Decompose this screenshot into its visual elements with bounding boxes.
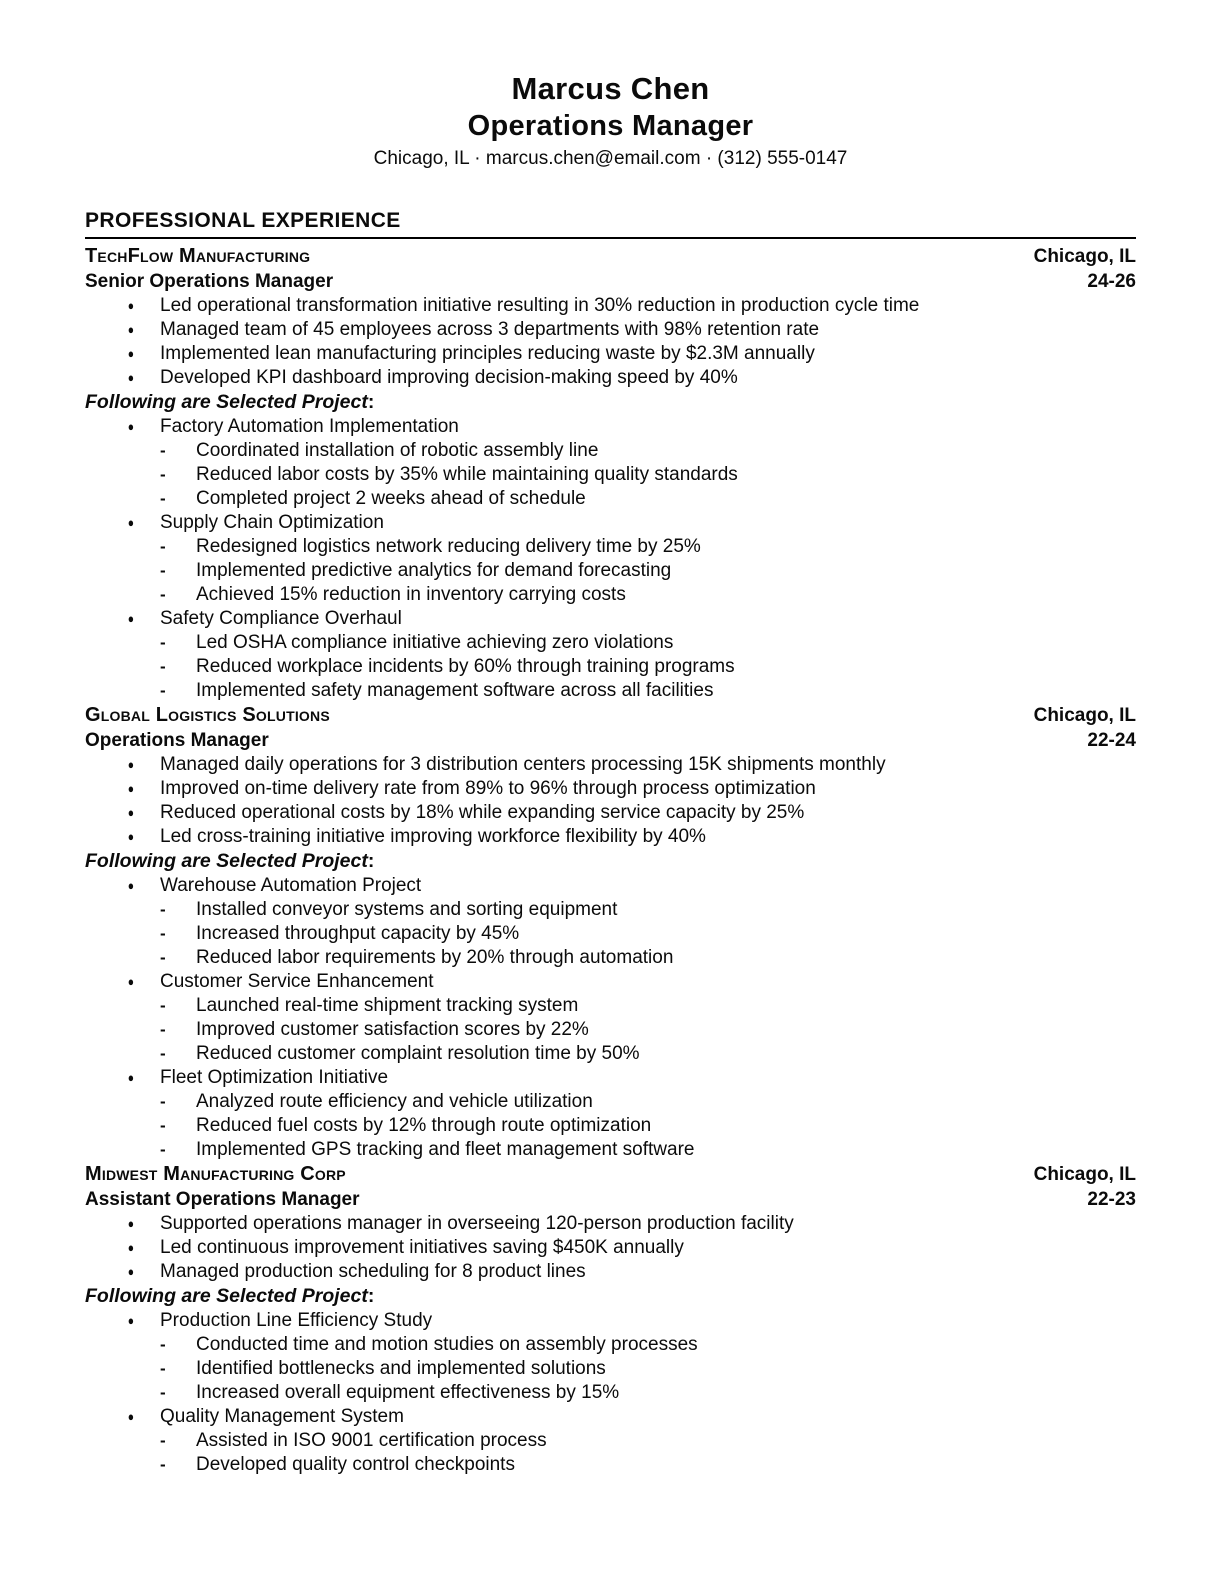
project-detail-item (85, 655, 1136, 679)
candidate-name: Marcus Chen (511, 71, 710, 106)
achievement-text: Managed daily operations for 3 distribution centers processing 15K shipments monthly (160, 754, 886, 775)
selected-projects-text: Following are Selected Project (85, 1285, 368, 1307)
project-detail-item (85, 946, 1136, 970)
dash-icon: - (160, 489, 166, 508)
bullet-icon: ● (127, 370, 135, 385)
project-detail-text: Assisted in ISO 9001 certification process (196, 1430, 547, 1451)
bullet-icon: ● (127, 298, 135, 313)
company-location: Chicago, IL (1033, 246, 1136, 267)
job-dates: 22-24 (1087, 730, 1136, 751)
dash-icon: - (160, 996, 166, 1015)
achievement-item (85, 1236, 1136, 1260)
project-detail-item (85, 463, 1136, 487)
bullet-icon: ● (127, 805, 135, 820)
bullet-icon: ● (127, 757, 135, 772)
project-detail-text: Reduced labor costs by 35% while maintaining quality standards (196, 464, 738, 485)
project-name-item (85, 607, 1136, 631)
bullet-icon: ● (127, 1070, 135, 1085)
job-title: Senior Operations Manager (85, 271, 334, 292)
dash-icon: - (160, 1359, 166, 1378)
project-name-item (85, 511, 1136, 535)
achievement-item (85, 1212, 1136, 1236)
project-detail-text: Installed conveyor systems and sorting equipment (196, 899, 618, 920)
project-detail-text: Implemented GPS tracking and fleet management software (196, 1139, 695, 1160)
bullet-icon: ● (127, 322, 135, 337)
project-detail-text: Reduced labor requirements by 20% through automation (196, 947, 674, 968)
bullet-icon: ● (127, 1264, 135, 1279)
achievement-item (85, 1260, 1136, 1284)
dash-icon: - (160, 585, 166, 604)
project-name: Quality Management System (160, 1406, 404, 1427)
company-location: Chicago, IL (1033, 1164, 1136, 1185)
job-title-row (85, 1187, 1136, 1212)
project-detail-item (85, 1114, 1136, 1138)
candidate-title: Operations Manager (467, 110, 754, 142)
project-name-item (85, 1066, 1136, 1090)
project-detail-item (85, 1381, 1136, 1405)
bullet-icon: ● (127, 974, 135, 989)
project-name-item (85, 415, 1136, 439)
project-name-item (85, 970, 1136, 994)
contact-line: Chicago, IL · marcus.chen@email.com · (312) 555-0147 (373, 148, 848, 169)
selected-projects-colon: : (367, 391, 375, 413)
dash-icon: - (160, 1116, 166, 1135)
job-company-row (85, 1162, 1136, 1187)
project-detail-item (85, 679, 1136, 703)
achievement-item (85, 825, 1136, 849)
achievement-text: Led cross-training initiative improving workforce flexibility by 40% (160, 826, 706, 847)
project-detail-item (85, 922, 1136, 946)
project-detail-text: Increased overall equipment effectiveness by 15% (196, 1382, 620, 1403)
project-detail-item (85, 1333, 1136, 1357)
project-name: Production Line Efficiency Study (160, 1310, 433, 1331)
achievement-item (85, 366, 1136, 390)
project-detail-item (85, 535, 1136, 559)
dash-icon: - (160, 465, 166, 484)
project-detail-item (85, 439, 1136, 463)
dash-icon: - (160, 924, 166, 943)
achievement-text: Supported operations manager in overseeing 120-person production facility (160, 1213, 794, 1234)
job-title-row (85, 728, 1136, 753)
job-title: Assistant Operations Manager (85, 1189, 360, 1210)
project-detail-item (85, 1018, 1136, 1042)
achievement-text: Implemented lean manufacturing principles reducing waste by $2.3M annually (160, 343, 815, 364)
achievement-item (85, 753, 1136, 777)
project-detail-item (85, 559, 1136, 583)
bullet-icon: ● (127, 515, 135, 530)
experience-section (85, 244, 1136, 1477)
project-detail-text: Led OSHA compliance initiative achieving zero violations (196, 632, 674, 653)
bullet-icon: ● (127, 781, 135, 796)
project-detail-item (85, 1042, 1136, 1066)
project-detail-text: Reduced fuel costs by 12% through route optimization (196, 1115, 652, 1136)
dash-icon: - (160, 561, 166, 580)
bullet-icon: ● (127, 1240, 135, 1255)
dash-icon: - (160, 1383, 166, 1402)
selected-projects-text: Following are Selected Project (85, 850, 368, 872)
project-detail-item (85, 1453, 1136, 1477)
project-name-item (85, 1405, 1136, 1429)
project-detail-text: Identified bottlenecks and implemented solutions (196, 1358, 606, 1379)
achievement-text: Improved on-time delivery rate from 89% to 96% through process optimization (160, 778, 816, 799)
job-dates: 24-26 (1087, 271, 1136, 292)
project-detail-item (85, 898, 1136, 922)
project-detail-item (85, 583, 1136, 607)
project-detail-text: Conducted time and motion studies on assembly processes (196, 1334, 698, 1355)
achievement-text: Managed team of 45 employees across 3 departments with 98% retention rate (160, 319, 820, 340)
project-detail-item (85, 1357, 1136, 1381)
job-dates: 22-23 (1087, 1189, 1136, 1210)
project-detail-text: Reduced customer complaint resolution time by 50% (196, 1043, 640, 1064)
job-title: Operations Manager (85, 730, 269, 751)
project-name-item (85, 1309, 1136, 1333)
dash-icon: - (160, 657, 166, 676)
achievement-item (85, 777, 1136, 801)
selected-projects-label (85, 849, 1136, 874)
company-name: Global Logistics Solutions (85, 704, 330, 726)
project-detail-item (85, 1090, 1136, 1114)
bullet-icon: ● (127, 611, 135, 626)
project-name: Customer Service Enhancement (160, 971, 434, 992)
project-name: Safety Compliance Overhaul (160, 608, 402, 629)
bullet-icon: ● (127, 346, 135, 361)
dash-icon: - (160, 633, 166, 652)
achievement-text: Reduced operational costs by 18% while expanding service capacity by 25% (160, 802, 805, 823)
project-name: Supply Chain Optimization (160, 512, 384, 533)
project-detail-item (85, 631, 1136, 655)
project-detail-text: Achieved 15% reduction in inventory carrying costs (196, 584, 626, 605)
project-detail-item (85, 487, 1136, 511)
bullet-icon: ● (127, 829, 135, 844)
bullet-icon: ● (127, 1216, 135, 1231)
achievement-item (85, 294, 1136, 318)
job-company-row (85, 703, 1136, 728)
dash-icon: - (160, 1335, 166, 1354)
achievement-item (85, 342, 1136, 366)
selected-projects-text: Following are Selected Project (85, 391, 368, 413)
bullet-icon: ● (127, 878, 135, 893)
achievement-text: Led continuous improvement initiatives saving $450K annually (160, 1237, 684, 1258)
selected-projects-label (85, 1284, 1136, 1309)
section-title-professional-experience: PROFESSIONAL EXPERIENCE (85, 208, 1136, 239)
bullet-icon: ● (127, 1409, 135, 1424)
project-detail-text: Implemented safety management software across all facilities (196, 680, 714, 701)
project-name-item (85, 874, 1136, 898)
project-detail-text: Launched real-time shipment tracking system (196, 995, 579, 1016)
company-name: TechFlow Manufacturing (85, 245, 311, 267)
achievement-item (85, 318, 1136, 342)
achievement-item (85, 801, 1136, 825)
achievement-text: Led operational transformation initiative resulting in 30% reduction in production cycle time (160, 295, 920, 316)
bullet-icon: ● (127, 419, 135, 434)
bullet-icon: ● (127, 1313, 135, 1328)
project-detail-text: Developed quality control checkpoints (196, 1454, 515, 1475)
dash-icon: - (160, 537, 166, 556)
project-detail-text: Coordinated installation of robotic assembly line (196, 440, 599, 461)
job-company-row (85, 244, 1136, 269)
dash-icon: - (160, 1455, 166, 1474)
project-name: Warehouse Automation Project (160, 875, 422, 896)
company-location: Chicago, IL (1033, 705, 1136, 726)
project-detail-item (85, 1138, 1136, 1162)
dash-icon: - (160, 681, 166, 700)
dash-icon: - (160, 1092, 166, 1111)
achievement-text: Developed KPI dashboard improving decision-making speed by 40% (160, 367, 738, 388)
project-detail-text: Reduced workplace incidents by 60% through training programs (196, 656, 735, 677)
project-detail-text: Analyzed route efficiency and vehicle utilization (196, 1091, 593, 1112)
project-detail-item (85, 1429, 1136, 1453)
project-detail-text: Improved customer satisfaction scores by 22% (196, 1019, 589, 1040)
dash-icon: - (160, 1020, 166, 1039)
selected-projects-label (85, 390, 1136, 415)
project-detail-text: Redesigned logistics network reducing delivery time by 25% (196, 536, 701, 557)
project-name: Fleet Optimization Initiative (160, 1067, 389, 1088)
project-detail-text: Implemented predictive analytics for demand forecasting (196, 560, 672, 581)
dash-icon: - (160, 441, 166, 460)
job-title-row (85, 269, 1136, 294)
achievement-text: Managed production scheduling for 8 product lines (160, 1261, 586, 1282)
dash-icon: - (160, 1140, 166, 1159)
project-detail-item (85, 994, 1136, 1018)
selected-projects-colon: : (367, 850, 375, 872)
dash-icon: - (160, 948, 166, 967)
dash-icon: - (160, 1431, 166, 1450)
selected-projects-colon: : (367, 1285, 375, 1307)
dash-icon: - (160, 1044, 166, 1063)
resume-header (85, 70, 1136, 171)
dash-icon: - (160, 900, 166, 919)
project-name: Factory Automation Implementation (160, 416, 459, 437)
project-detail-text: Increased throughput capacity by 45% (196, 923, 520, 944)
project-detail-text: Completed project 2 weeks ahead of schedule (196, 488, 586, 509)
company-name: Midwest Manufacturing Corp (85, 1163, 346, 1185)
